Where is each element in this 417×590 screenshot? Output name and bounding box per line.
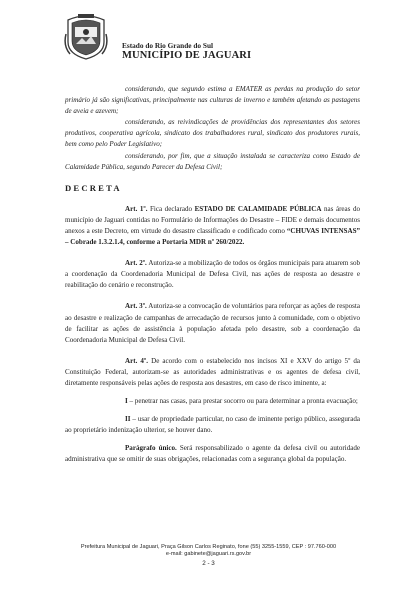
inciso-1-label: I [125,397,128,406]
considerando-2: considerando, as reivindicações de providências dos representantes dos setores produtivos, cooperativa agrícola, sindicato dos trabalhadores rural, sindicato dos produtores rurais, bem como pelo Poder Legislativo; [65,118,360,149]
article-4-text: De acordo com o estabelecido nos incisos XI e XXV do artigo 5º da Constituição Federal, autorizam-se as autoridades administrativas e os agentes de defesa civil, diretamente responsáveis pelas ações de resposta aos desastres, em caso de risco iminente, a: [65,356,360,387]
article-3-label: Art. 3º. [125,302,147,311]
decreta-heading: DECRETA [65,182,122,193]
considerando-1: considerando, que segundo estima a EMATER as perdas na produção do setor primário já são significativas, principalmente nas culturas de inverno e também afetando as pastagens de aveia e azevem; [65,85,360,116]
considerando-3: considerando, por fim, que a situação instalada se caracteriza como Estado de Calamidade Pública, segundo Parecer da Defesa Civil; [65,151,360,171]
page-number: 2 - 3 [202,559,215,567]
paragrafo-unico-label: Parágrafo único. [125,444,177,453]
article-3 [65,301,360,345]
page-footer [40,544,377,568]
article-2 [65,258,360,291]
article-3-text: Autoriza-se a convocação de voluntários para reforçar as ações de resposta ao desastre e realização de campanhas de arrecadação de recursos junto à comunidade, com o objetivo de facilitar as ações de assistência à população afetada pelo desastre, sob a coordenação da Coordenadoria Municipal de Defesa Civil. [65,302,360,344]
article-2-label: Art. 2º. [125,259,147,268]
paragrafo-unico [65,443,360,465]
article-1-emphasis-a: ESTADO DE CALAMIDADE PÚBLICA [194,204,322,213]
article-1-label: Art. 1º. [125,204,148,213]
footer-address: Prefeitura Municipal de Jaguari, Praça Gilson Carlos Reginato, fone (55) 3255-1559, CEP : 97.760-000 [80,544,337,550]
article-4 [65,356,360,389]
paragrafo-unico-text: Será responsabilizado o agente da defesa civil ou autoridade administrativa que se omitir de suas obrigações, relacionadas com a segurança global da população. [65,444,361,464]
article-1-text-a: Fica declarado [147,204,195,213]
municipal-crest-icon [64,14,108,60]
inciso-1 [65,396,360,407]
article-1-text-b: nas áreas do município de Jaguari contidas no Formulário de Informações do Desastre – FIDE e demais documentos anexos a este Decreto, em virtude do desastre classificado e codificado como [65,204,360,235]
inciso-2-text: – usar de propriedade particular, no caso de iminente perigo público, assegurada ao proprietário indenização ulterior, se houver dano. [65,415,360,435]
decree-body [65,84,360,476]
inciso-1-text: – penetrar nas casas, para prestar socorro ou para determinar a pronta evacuação; [127,397,358,406]
article-1 [65,204,360,248]
state-name: Estado do Rio Grande do Sul [122,41,214,50]
letterhead [64,14,364,60]
inciso-2 [65,414,360,436]
article-4-label: Art. 4º. [125,356,149,365]
footer-email: e-mail: gabinete@jaguari.rs.gov.br [165,551,252,558]
article-1-emphasis-b: “CHUVAS INTENSAS” – Cobrade 1.3.2.1.4, conforme a Portaria MDR nº 260/2022. [65,226,361,247]
inciso-2-label: II [125,415,131,424]
article-2-text: Autoriza-se a mobilização de todos os órgãos municipais para atuarem sob a coordenação da Coordenadoria Municipal de Defesa Civil, nas ações de resposta ao desastre e reabilitação do cenário e reconstrução. [65,259,360,290]
municipality-name: MUNICÍPIO DE JAGUARI [122,50,252,61]
